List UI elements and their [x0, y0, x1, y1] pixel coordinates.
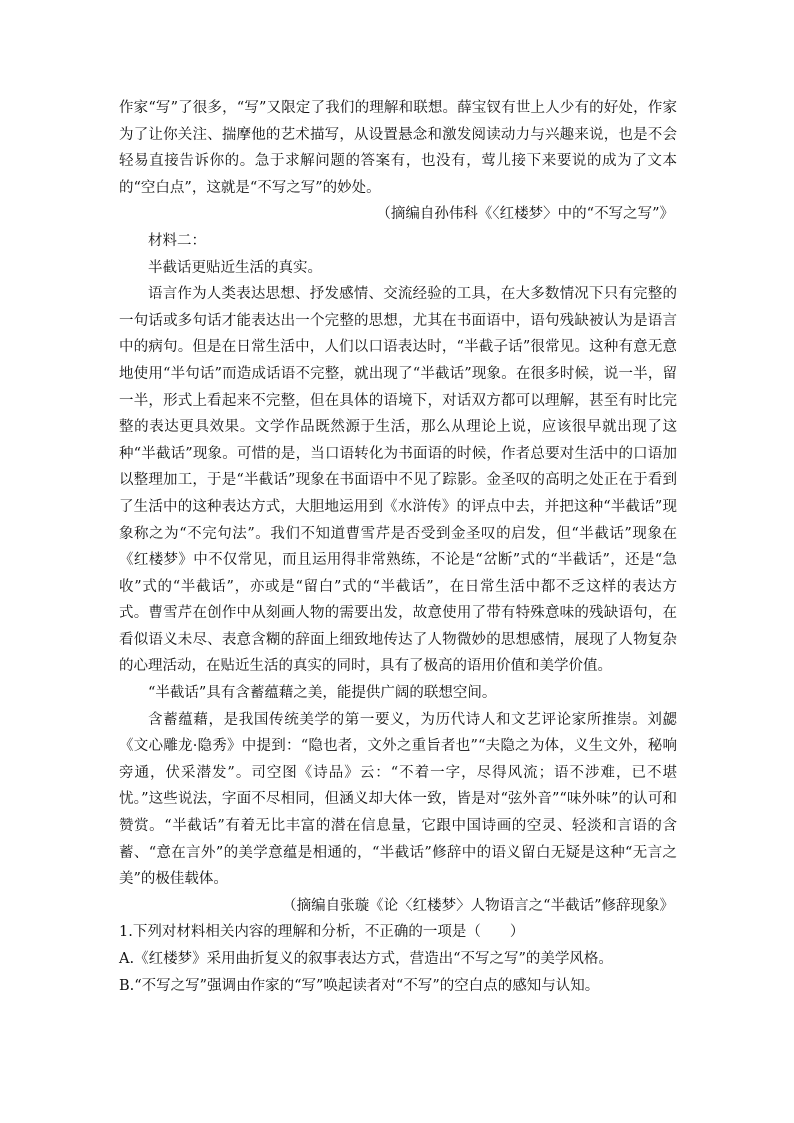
document-body: [119, 95, 677, 999]
paragraph-body-2: 含蓄蕴藉，是我国传统美学的第一要义，为历代诗人和文艺评论家所推崇。刘勰《文心雕龙·隐秀》中提到：“隐也者，文外之重旨者也”“夫隐之为体，义生文外，秘响旁通，伏采潜发”。司空图《诗品》云：“不着一字，尽得风流；语不涉难，已不堪忧。”这些说法，字面不尽相同，但涵义却大体一致，皆是对“弦外音”“味外味”的认可和赞赏。“半截话”有着无比丰富的潜在信息量，它跟中国诗画的空灵、轻淡和言语的含蓄、“意在言外”的美学意蕴是相通的，“半截话”修辞中的语义留白无疑是这种“无言之美”的极佳载体。: [119, 711, 677, 888]
question-option-b: B.“不写之写”强调由作家的“写”唤起读者对“不写”的空白点的感知与认知。: [119, 977, 600, 994]
subheading-1: 半截话更贴近生活的真实。: [148, 259, 322, 276]
paragraph-intro: 作家“写”了很多，“写”又限定了我们的理解和联想。薛宝钗有世上人少有的好处，作家为了让你关注、揣摩他的艺术描写，从设置悬念和激发阅读动力与兴趣来说，也是不会轻易直接告诉你的。急于求解问题的答案有，也没有，莺儿接下来要说的成为了文本的“空白点”，这就是“不写之写”的妙处。: [119, 100, 677, 196]
question-option-a: A.《红楼梦》采用曲折复义的叙事表达方式，营造出“不写之写”的美学风格。: [119, 951, 613, 967]
section-heading-material-2: 材料二：: [148, 232, 206, 249]
source-citation-2: （摘编自张璇《论〈红楼梦〉人物语言之“半截话”修辞现象》: [282, 897, 674, 914]
paragraph-body-1: 语言作为人类表达思想、抒发感情、交流经验的工具，在大多数情况下只有完整的一句话或多句话才能表达出一个完整的思想，尤其在书面语中，语句残缺被认为是语言中的病句。但是在日常生活中，人们以口语表达时，“半截子话”很常见。这种有意无意地使用“半句话”而造成话语不完整，就出现了“半截话”现象。在很多时候，说一半，留一半，形式上看起来不完整，但在具体的语境下，对话双方都可以理解，甚至有时比完整的表达更具效果。文学作品既然源于生活，那么从理论上说，应该很早就出现了这种“半截话”现象。可惜的是，当口语转化为书面语的时候，作者总要对生活中的口语加以整理加工，于是“半截话”现象在书面语中不见了踪影。金圣叹的高明之处正在于看到了生活中的这种表达方式，大胆地运用到《水浒传》的评点中去，并把这种“半截话”现象称之为“不完句法”。我们不知道曹雪芹是否受到金圣叹的启发，但“半截话”现象在《红楼梦》中不仅常见，而且运用得非常熟练，不论是“岔断”式的“半截话”，还是“急收”式的“半截话”，亦或是“留白”式的“半截话”，在日常生活中都不乏这样的表达方式。曹雪芹在创作中从刻画人物的需要出发，故意使用了带有特殊意味的残缺语句，在看似语义未尽、表意含糊的辞面上细致地传达了人物微妙的思想感情，展现了人物复杂的心理活动，在贴近生活的真实的同时，具有了极高的语用价值和美学价值。: [119, 286, 677, 675]
subheading-2: “半截话”具有含蓄蕴藉之美，能提供广阔的联想空间。: [148, 685, 497, 702]
question-stem: 1.下列对材料相关内容的理解和分析，不正确的一项是（ ）: [119, 924, 525, 941]
source-citation-1: （摘编自孙伟科《〈红楼梦〉中的“不写之写”》: [376, 206, 674, 223]
